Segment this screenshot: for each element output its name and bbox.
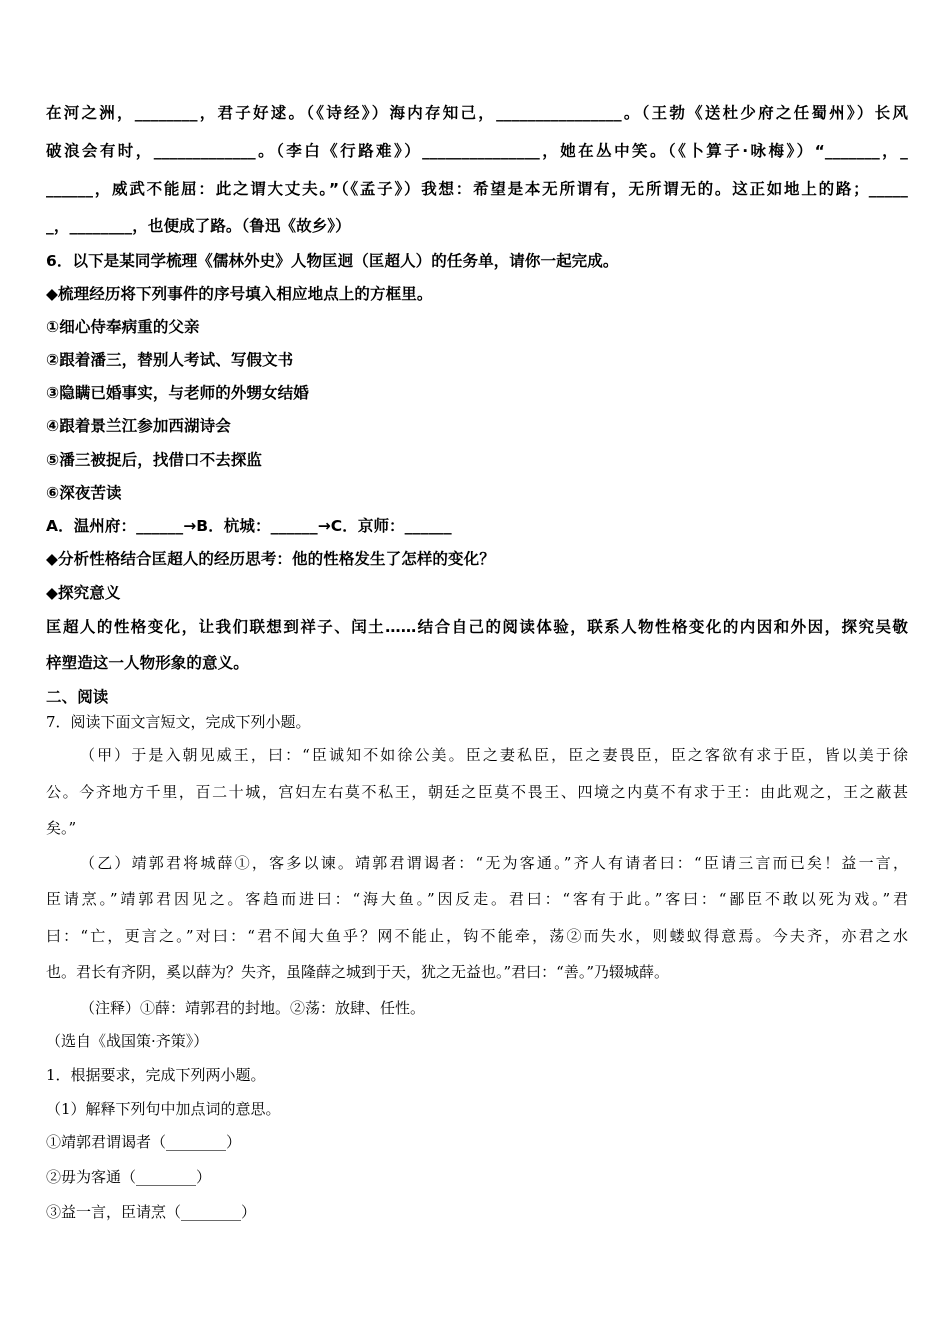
task-3-heading: ◆探究意义 [46,584,121,602]
subquestion-1-part-1: （1）解释下列句中加点词的意思。 [46,1100,281,1118]
section-2-heading: 二、阅读 [46,688,109,706]
meaning-paragraph-line-1: 匡超人的性格变化，让我们联想到祥子、闰土……结合自己的阅读体验，联系人物性格变化的内因和外因，探究吴敬 [46,618,908,636]
event-1: ①细心侍奉病重的父亲 [46,318,200,336]
event-4: ④跟着景兰江参加西湖诗会 [46,417,231,435]
question-6-title: 6．以下是某同学梳理《儒林外史》人物匡迥（匡超人）的任务单，请你一起完成。 [46,252,619,270]
event-5: ⑤潘三被捉后，找借口不去探监 [46,451,263,469]
passage-b-line-4: 也。君长有齐阴，奚以薛为？失齐，虽隆薛之城到于天，犹之无益也。”君曰：“善。”乃辍城薛。 [46,963,670,981]
annotation-note: （注释）①薛：靖郭君的封地。②荡：放肆、任性。 [80,999,426,1017]
word-item-2: ②毋为客通（________） [46,1168,212,1186]
event-3: ③隐瞒已婚事实，与老师的外甥女结婚 [46,384,309,402]
event-2: ②跟着潘三，替别人考试、写假文书 [46,351,294,369]
poetry-fill-line-4: _，________，也便成了路。（鲁迅《故乡》） [46,217,351,235]
passage-a-line-3: 矣。” [46,819,77,837]
poetry-fill-line-3: ______，威武不能屈：此之谓大丈夫。”（《孟子》）我想：希望是本无所谓有，无所谓无的。这正如地上的路；_____ [46,180,908,198]
passage-a-line-2: 公。今齐地方千里，百二十城，宫妇左右莫不私王，朝廷之臣莫不畏王、四境之内莫不有求于王：由此观之，王之蔽甚 [46,783,908,801]
passage-b-line-2: 臣请烹。”靖郭君因见之。客趋而进曰：“海大鱼。”因反走。君曰：“客有于此。”客曰：“鄙臣不敢以死为戏。”君 [46,890,908,908]
task-1-heading: ◆梳理经历将下列事件的序号填入相应地点上的方框里。 [46,285,433,303]
poetry-fill-line-1: 在河之洲，________，君子好逑。（《诗经》）海内存知己，________________。（王勃《送杜少府之任蜀州》）长风 [46,104,908,122]
source-citation: （选自《战国策·齐策》） [46,1032,209,1050]
task-2-heading: ◆分析性格结合匡超人的经历思考：他的性格发生了怎样的变化？ [46,550,495,568]
question-7-title: 7．阅读下面文言短文，完成下列小题。 [46,713,311,731]
event-6: ⑥深夜苦读 [46,484,122,502]
word-item-1: ①靖郭君谓谒者（________） [46,1133,242,1151]
word-item-3: ③益一言，臣请烹（________） [46,1203,257,1221]
meaning-paragraph-line-2: 梓塑造这一人物形象的意义。 [46,654,249,672]
places-fill-line: A．温州府：______→B．杭城：______→C．京师：______ [46,517,452,535]
subquestion-1: 1．根据要求，完成下列两小题。 [46,1066,266,1084]
passage-b-line-1: （乙）靖郭君将城薛①，客多以谏。靖郭君谓谒者：“无为客通。”齐人有请者曰：“臣请三言而已矣！益一言， [80,854,908,872]
passage-b-line-3: 曰：“亡，更言之。”对曰：“君不闻大鱼乎？网不能止，钩不能牵，荡②而失水，则蝼蚁得意焉。今夫齐，亦君之水 [46,927,908,945]
poetry-fill-line-2: 破浪会有时，_____________。（李白《行路难》）_______________，她在丛中笑。（《卜算子·咏梅》）“_______，_ [46,142,908,160]
passage-a-line-1: （甲）于是入朝见威王，曰：“臣诚知不如徐公美。臣之妻私臣，臣之妻畏臣，臣之客欲有求于臣，皆以美于徐 [80,746,908,764]
